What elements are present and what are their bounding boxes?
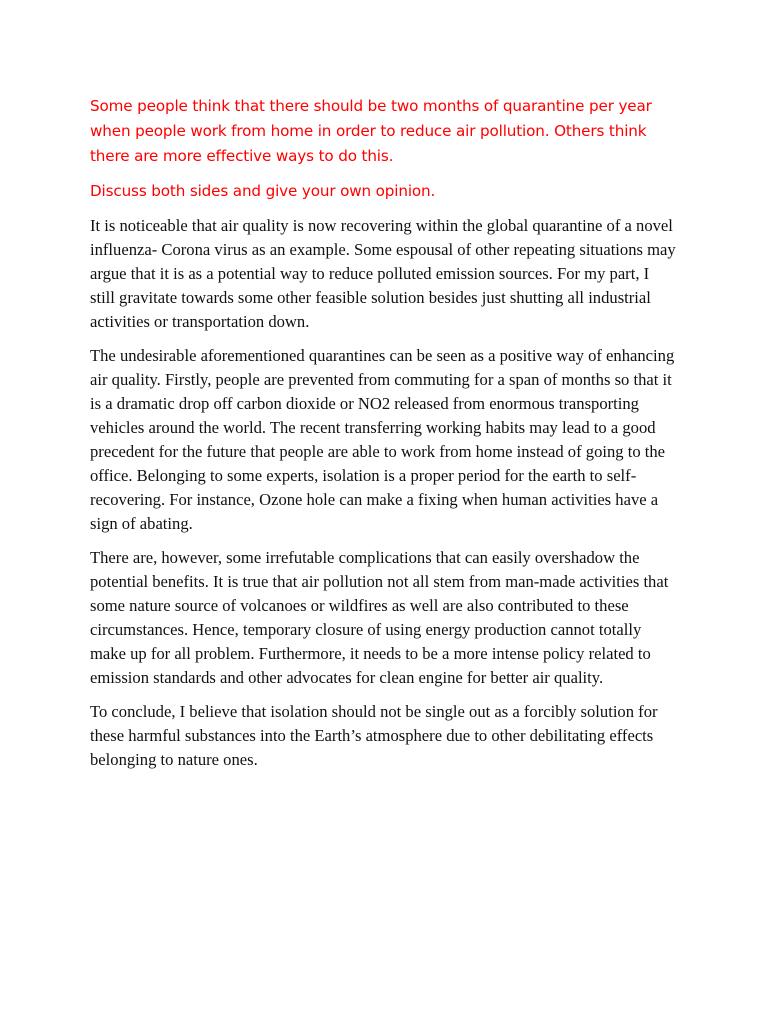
essay-paragraph-body-1: The undesirable aforementioned quarantines can be seen as a positive way of enhancing air quality. Firstly, people are prevented from commuting for a span of months so that it is a dramatic drop off carbon dioxide or NO2 released from enormous transporting vehicles around the world. The recent transferring working habits may lead to a good precedent for the future that people are able to work from home instead of going to the office. Belonging to some experts, isolation is a proper period for the earth to self-recovering. For instance, Ozone hole can make a fixing when human activities have a sign of abating.: [90, 346, 675, 533]
essay-paragraph-body-2: There are, however, some irrefutable complications that can easily overshadow the potential benefits. It is true that air pollution not all stem from man-made activities that some nature source of volcanoes or wildfires as well are also contributed to these circumstances. Hence, temporary closure of using energy production cannot totally make up for all problem. Furthermore, it needs to be a more intense policy related to emission standards and other advocates for clean engine for better air quality.: [90, 548, 669, 687]
essay-paragraph-introduction: It is noticeable that air quality is now recovering within the global quarantine of a novel influenza- Corona virus as an example. Some espousal of other repeating situations may argue that it is as a potential way to reduce polluted emission sources. For my part, I still gravitate towards some other feasible solution besides just shutting all industrial activities or transportation down.: [90, 216, 676, 331]
essay-prompt-instruction: Discuss both sides and give your own opinion.: [90, 182, 436, 200]
essay-prompt-question: Some people think that there should be two months of quarantine per year when people work from home in order to reduce air pollution. Others think there are more effective ways to do this.: [90, 97, 652, 165]
essay-paragraph-conclusion: To conclude, I believe that isolation should not be single out as a forcibly solution for these harmful substances into the Earth’s atmosphere due to other debilitating effects belonging to nature ones.: [90, 702, 658, 769]
